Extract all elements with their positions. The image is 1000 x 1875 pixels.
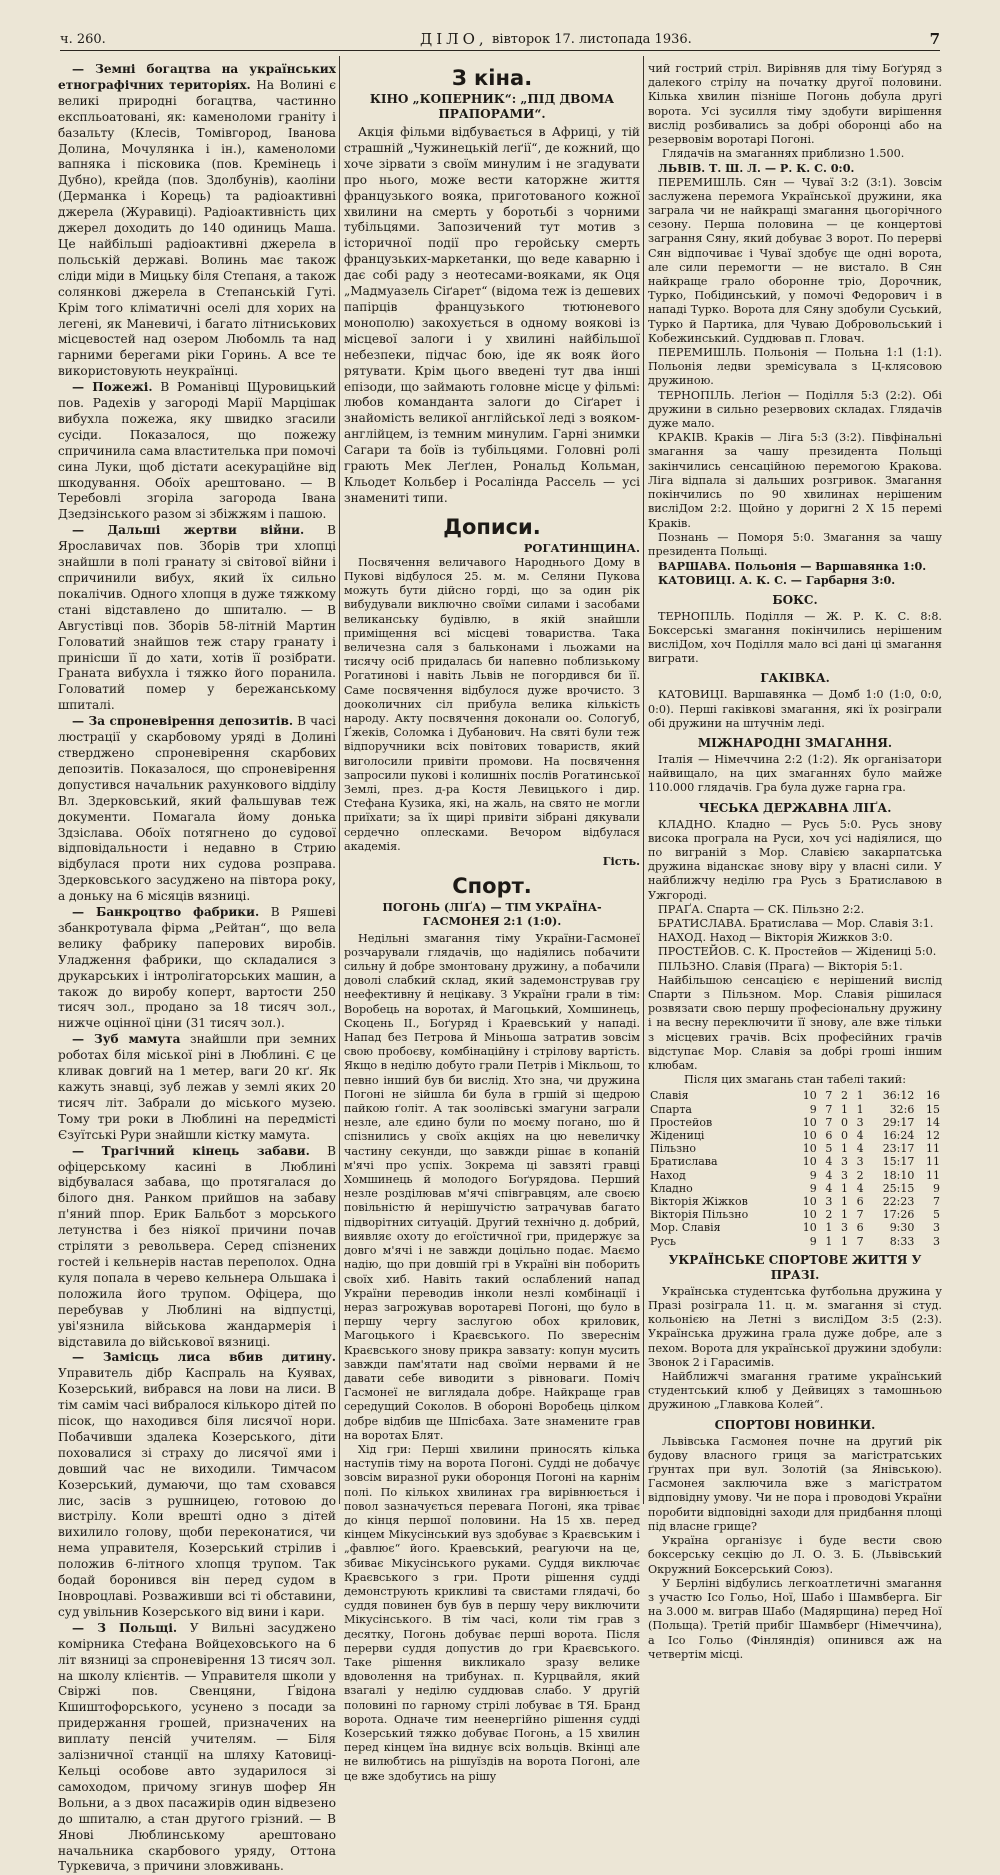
article bbox=[58, 1032, 336, 1143]
table-cell: 1 bbox=[841, 1208, 849, 1222]
article bbox=[58, 380, 336, 523]
table-cell: 0 bbox=[841, 1129, 849, 1143]
sport-news-text: Україна організує і буде вести свою боксерську секцію до Л. О. З. Б. (Львівський Окружний Боксерський Союз). bbox=[648, 1534, 942, 1576]
team-name: Славія bbox=[650, 1089, 689, 1103]
table-cell: 7 bbox=[825, 1115, 833, 1129]
article-text: На Волині є великі природні богацтва, частинно експльоатовані, як: каменоломи граніту і базальту (Клесів, Томівгород, Іванова Долина, Мочулянка і ін.), каменоломи вапняка і пісковика (пов. Кремінець і Дубно), крейда (пов. Здолбунів), каоліни (Дерманка і Корець) та радіоактивні джерела (Журавиці). Радіоактивність цих джерел доходить до 140 одиниць Маша. Це найбільші радіоактивні джерела в польській державі. Волинь має також сліди міди в Мицьку біля Степаня, а також солянкові джерела в Степанській Гуті. Крім того кліматичні оселі для хорих на легені, як Маневичі, і багато літниськових місцевостей над озером Любомль та над гарними берегами ріки Горинь. А все те використовують неукраїнці. bbox=[58, 77, 336, 379]
table-cell: 3 bbox=[825, 1195, 833, 1209]
table-cell: 7 bbox=[825, 1089, 833, 1103]
newspaper-title: ДІЛО, bbox=[420, 30, 488, 48]
sport-continuation: чий гострий стріл. Вирівняв для тіму Боґуряд з далекого стрілу на початку другої половини. Кілька хвилин пізніше Погонь добула другі ворота. Усі зусилля тіму здобути вирішення вислід розбивались за добрі оборонці або на резервовім воротарі Погоні. bbox=[648, 62, 942, 147]
table-cell: 3 bbox=[841, 1221, 849, 1235]
table-cell: 1 bbox=[856, 1102, 864, 1116]
boxing-heading: БОКС. bbox=[772, 592, 818, 607]
table-cell: 1 bbox=[841, 1142, 849, 1156]
team-name: Жідениці bbox=[650, 1129, 705, 1143]
team-name: Кладно bbox=[650, 1181, 693, 1195]
table-cell: 10 bbox=[802, 1208, 817, 1222]
article-text: В Романівці Щуровицький пов. Радехів у загороді Марії Марцішак вибухла пожежа, яку швидко згасили сусіди. Показалося, що пожежу спричинила сама властителька при помочі сина Луки, щоб дістати асекураційне від шкодування. Обоїх арештовано. — В Теребовлі згоріла загорода Івана Дзедзінського разом зі збіжжям і пашою. bbox=[58, 380, 336, 522]
table-cell: 12 bbox=[926, 1129, 940, 1143]
sport-news-text: У Берліні відбулись легкоатлетичні змагання з участю Ісо Гольо, Ної, Шабо і Шамвберга. Біг на 3.000 м. виграв Шабо (Мадярщина) перед Ної (Польща). Третій прибіг Шамвберг (Німеччина), а Ісо Гольо (Фінляндія) опинився аж на четвертім місці. bbox=[648, 1576, 942, 1661]
result-line: ЛЬВІВ. Т. Ш. Л. — Р. К. С. 0:0. bbox=[658, 161, 855, 176]
page-number: 7 bbox=[929, 30, 940, 48]
table-cell: 10 bbox=[802, 1221, 817, 1235]
table-cell: 1 bbox=[825, 1234, 833, 1248]
table-cell: 2 bbox=[825, 1208, 833, 1222]
table-cell: 4 bbox=[856, 1129, 864, 1143]
column-middle bbox=[344, 62, 640, 1783]
table-row bbox=[648, 1089, 942, 1102]
article-title: — Зуб мамута bbox=[72, 1032, 181, 1047]
table-cell: 16:24 bbox=[882, 1129, 915, 1143]
article-text: У Вильні засуджено комірника Стефана Войцеховського на 6 літ вязниці за спроневірення 13 тисяч зол. на школу клієнтів. — Управителя школи у Свіржі пов. Свенцяни, Ґвідона Кшиштофорського, усунено з посади за придержання грошей, призначених на виплату пенсій учителям. — Біля залізничної станції на шляху Катовиці-Кельці особове авто зударилося зі самоходом, причому згинув шофер Ян Вольни, а з двох пасажирів один відвезено до шпиталю, а стан другого грізний. — В Янові Люблинському арештовано начальника скарбового уряду, Оттона Туркевича, з причини зловживань. bbox=[58, 1620, 336, 1874]
article-title: — З Польщі. bbox=[72, 1620, 178, 1635]
czech-league-text: Найбільшою сенсацією є нерішений вислід Спарти з Пільзном. Мор. Славія рішилася розвязати свою першу професіональну дружину і на весну переключити її знову, але вже тільки з місцевих грачів. Всіх професійних грачів відступає Мор. Славія за добрі гроші іншим клюбам. bbox=[648, 973, 942, 1072]
table-cell: 11 bbox=[926, 1142, 940, 1156]
table-cell: 9 bbox=[809, 1181, 817, 1195]
ukrainian-sport-prague-text: Найближчі змагання гратиме український студентський клюб у Дейвицях з тамошньою дружиною „Главкова Колей“. bbox=[648, 1370, 942, 1412]
team-name: Русь bbox=[650, 1234, 677, 1248]
table-cell: 6 bbox=[856, 1221, 864, 1235]
team-name: Мор. Славія bbox=[650, 1221, 721, 1235]
result-item: ПЕРЕМИШЛЬ. Польонія — Польна 1:1 (1:1). Польонія ледви зремісувала з Ц-клясовою дружиною. bbox=[648, 346, 942, 388]
article-title: — Дальші жертви війни. bbox=[72, 523, 305, 538]
table-cell: 3 bbox=[856, 1115, 864, 1129]
table-cell: 2 bbox=[841, 1089, 849, 1103]
sport-news-text: Львівська Гасмонея почне на другий рік будову власного гриця за магістратських ґрунтах при вул. Золотій (за Янівською). Гасмонея заключила вже з магістратом відповідну умову. Чи не пора і проводові України поробити відповідні заходи для придбання площі під власне грище? bbox=[648, 1434, 942, 1533]
sport-news-heading: СПОРТОВІ НОВИНКИ. bbox=[714, 1417, 876, 1432]
result-line: ПІЛЬЗНО. Славія (Прага) — Вікторія 5:1. bbox=[658, 959, 903, 973]
table-cell: 10 bbox=[802, 1155, 817, 1169]
table-cell: 4 bbox=[825, 1181, 833, 1195]
table-cell: 7 bbox=[856, 1208, 864, 1222]
team-name: Простейов bbox=[650, 1115, 713, 1129]
table-cell: 4 bbox=[825, 1168, 833, 1182]
result-line: ПРАҐА. Спарта — СК. Пільзно 2:2. bbox=[658, 902, 865, 916]
issue-number: ч. 260. bbox=[60, 32, 106, 47]
table-cell: 6 bbox=[825, 1129, 833, 1143]
table-row bbox=[648, 1116, 942, 1129]
table-cell: 22:23 bbox=[882, 1195, 915, 1209]
article bbox=[58, 62, 336, 380]
article bbox=[58, 1621, 336, 1875]
table-cell: 36:12 bbox=[882, 1089, 915, 1103]
boxing-text: ТЕРНОПІЛЬ. Поділля — Ж. Р. К. С. 8:8. Боксерські змагання покінчились нерішеним висліДом, хоч Поділля мало всі дані ці змагання виграти. bbox=[648, 609, 942, 666]
result-item: ПЕРЕМИШЛЬ. Сян — Чуваї 3:2 (3:1). Зовсім заслужена перемога Української дружини, яка заграла чи не найкращі змагання цьогорічного сезону. Перша половина — це концертові заграння Сяну, який добуває 3 ворот. По перерві Сян відпочиває і Чуваї здобує ще одні ворота, але сили перемогти — не вистало. В Сян найкраще грало оборонне тріо, Дорочник, Турко, Побідинський, у помочі Федорович і в нападі Турко. Ворота для Сяну здобули Суський, Турко й Партика, для Чуваю Добровольський і Кобежинський. Суддював п. Гловач. bbox=[648, 175, 942, 345]
table-cell: 14 bbox=[926, 1115, 940, 1129]
kino-text: Акція фільми відбувається в Африці, у тій страшній „Чужинецькій леґії“, де кожний, що хоче зірвати з своїм минулим і не згадувати про нього, може вести каторжне життя французького вояка, приготованого кожної хвилини на смерть у боротьбі з чорними тубільцями. Запозичений тут мотив з історичної події про геройську смерть французьких-маркетанки, що веде каварню і дає собі раду з неотесами-вояками, як Оця „Мадмуазель Сіґарет“ (відома теж із дешевих папірців французького тютюневого монополю) закохується в одному воякові із місцевої залоги і у хвилині найбільшої небезпеки, підчас бою, іде як вояк його рятувати. Крім цього введені тут два інші епізоди, що займають головне місце у фільмі: любов команданта залоги до Сіґарет і знайомість великої англійської леді з вояком-англійцем, із темним минулим. Гарні знимки Сагари та боїв із тубільцями. Головні ролі грають Мек Леґлен, Рональд Кольман, Кльодет Кольбер і Росалінда Рассель — усі знамениті типи. bbox=[344, 125, 640, 505]
team-name: Братислава bbox=[650, 1155, 718, 1169]
table-cell: 9 bbox=[933, 1181, 940, 1195]
dopysy-text: Посвячення величавого Народнього Дому в Пукові відбулося 25. м. м. Селяни Пукова можуть бути дійсно горді, що за один рік вибудували виключно своїми силами і засобами великанську будівлю, в якій знайшли приміщення всі місцеві товариства. Така величезна саля з бальконами і льожами на тисячу осіб придалась би напевно поблизькому Рогатинові і навіть Львів не погордився би її. Саме посвячення відбулося дуже врочисто. З дооколичних сіл прибула велика кількість народу. Акту посвячення доконали оо. Сологуб, Ґжеків, Соломка і Дубанович. На святі були теж відпоручники всіх повітових товариств, який виголосили привіти промови. На посвячення запросили пукові і колишніх послів Рогатинської Землі, през. д-ра Костя Левицького і дир. Стефана Кузика, які, на жаль, на свято не могли приїхати; за їх щирі привіти зібрані дякували сердечно оплесками. Вечором відбулася академія. bbox=[344, 555, 640, 853]
section-heading-sport: Спорт. bbox=[452, 874, 532, 899]
result-item: ТЕРНОПІЛЬ. Леґіон — Поділля 5:3 (2:2). Обі дружини в сильно резервових складах. Глядачів дуже мало. bbox=[648, 388, 942, 431]
table-cell: 1 bbox=[841, 1195, 849, 1209]
table-row bbox=[648, 1155, 942, 1168]
table-cell: 6 bbox=[856, 1195, 864, 1209]
article-title: — Замісць лиса вбив дитину. bbox=[72, 1350, 336, 1365]
dopysy-place: РОГАТИНЩИНА. bbox=[523, 540, 640, 555]
team-name: Спарта bbox=[650, 1102, 692, 1116]
table-row bbox=[648, 1169, 942, 1182]
table-cell: 1 bbox=[841, 1102, 849, 1116]
article bbox=[58, 905, 336, 1032]
standings-table bbox=[648, 1089, 942, 1247]
table-cell: 18:10 bbox=[882, 1168, 915, 1182]
article-text: В Ярославичах пов. Зборів три хлопці знайшли в полі гранату зі світової війни і спричинили вибух, який їх сильно покалічив. Одного хлопця в дуже тяжкому стані відставлено до шпиталю. — В Августівці пов. Зборів 58-літній Мартин Головатий знайшов теж стару гранату і принісши її до хати, хотів її розібрати. Граната вибухла і тяжко його поранила. Головатий помер у бережанському шпиталі. bbox=[58, 523, 336, 713]
table-row bbox=[648, 1182, 942, 1195]
sport-text: Хід гри: Перші хвилини приносять кілька наступів тіму на ворота Погоні. Судді не добачує зовсім виразної руки оборонця Погоні на карнім полі. По кількох хвилинах гра вирівнюється і повол зазначується перевага Погоні, яка тріває до кінця першої половини. На 15 хв. перед кінцем Мікусінський вуз здобуває з Краєвським і „фавлює“ його. Краевський, реагуючи на це, збиває Мікусінського руками. Суддя виключає Краєвського з гри. Проти рішення судді демонструють крикливі та свистами глядачі, бо суддя повинен був був в першу черу виключити Мікусінського. В тім часі, коли тім грав з десятку, Погонь добуває перші ворота. Після перерви суддя допустив до гри Краєвського. Таке рішення викликало зразу велике вдоволення на трибунах. п. Курцвайля, який взагалі у неділю суддював слабо. У другій половині по гарному стрілі лобуває в ТЯ. Бранд ворота. Одначе тим неенергійно рішення судді Козерський тяжко добуває Погонь, а 15 хвилин перед кінцем їна виднує всіх вольців. Вкінці але не вилюбтись на рішуїздів на ворота Погоні, але це вже здобутись на рішу bbox=[344, 1442, 640, 1783]
table-row bbox=[648, 1208, 942, 1221]
table-cell: 9:30 bbox=[889, 1221, 915, 1235]
table-row bbox=[648, 1195, 942, 1208]
table-cell: 16 bbox=[926, 1089, 940, 1103]
table-cell: 7 bbox=[856, 1234, 864, 1248]
article-text: В Ряшеві збанкротувала фірма „Рейтан“, що вела велику фабрику паперових виробів. Уладження фабрики, що складалися з друкарських і інтролігаторських машин, а також до виробу коперт, вартости 250 тисяч зол., продано за 18 тисяч зол., нижче оцінної ціни (31 тисяч зол.). bbox=[58, 905, 336, 1031]
issue-date: вівторок 17. листопада 1936. bbox=[492, 32, 692, 47]
attendance: Глядачів на змаганнях приблизно 1.500. bbox=[662, 147, 905, 161]
table-cell: 1 bbox=[841, 1234, 849, 1248]
column-divider bbox=[339, 56, 340, 1504]
table-intro: Після цих змагань стан табелі такий: bbox=[683, 1073, 907, 1087]
result-line: ПРОСТЕЙОВ. С. К. Простейов — Жідениці 5:0. bbox=[658, 945, 937, 959]
article-text: знайшли при земних роботах біля міської ріні в Люблині. Є це кливак довгий на 1 метер, ваги 20 кґ. Як кажуть знавці, зуб лежав у землі яких 20 тисяч літ. Забрали до міського музею. Тому три роки в Люблині на передмісті Єзуїтські Рури знайшли кістку мамута. bbox=[58, 1032, 336, 1142]
table-cell: 10 bbox=[802, 1115, 817, 1129]
table-cell: 15 bbox=[926, 1102, 940, 1116]
czech-league-text: КЛАДНО. Кладно — Русь 5:0. Русь знову висока програла на Руси, хоч усі надіялися, що по виграній з Мор. Славією закарпатська дружина віданскає знову віру у власні сили. У найближчу неділю гра Русь з Братиславою в Ужгороді. bbox=[648, 817, 942, 902]
table-row bbox=[648, 1129, 942, 1142]
table-cell: 4 bbox=[856, 1181, 864, 1195]
article bbox=[58, 523, 336, 714]
ukrainian-sport-prague-text: Українська студентська футбольна дружина у Празі розіграла 11. ц. м. змагання зі студ. кольонією на Летні з висліДом 3:5 (2:3). Українська дружина грала дуже добре, але з пехом. Ворота для української дружини здобули: Звонок 2 і Гарасимів. bbox=[648, 1284, 942, 1369]
table-cell: 5 bbox=[933, 1208, 940, 1222]
table-cell: 3 bbox=[933, 1234, 940, 1248]
ukrainian-sport-prague-heading: УКРАЇНСЬКЕ СПОРТОВЕ ЖИТТЯ У ПРАЗІ. bbox=[668, 1252, 922, 1282]
kino-subheading: КІНО „КОПЕРНИК“: „ПІД ДВОМА ПРАПОРАМИ“. bbox=[369, 92, 615, 121]
table-cell: 9 bbox=[809, 1234, 817, 1248]
international-heading: МІЖНАРОДНІ ЗМАГАННЯ. bbox=[697, 735, 893, 750]
table-cell: 3 bbox=[856, 1155, 864, 1169]
table-cell: 3 bbox=[933, 1221, 940, 1235]
table-cell: 3 bbox=[841, 1155, 849, 1169]
table-cell: 7 bbox=[933, 1195, 940, 1209]
table-row bbox=[648, 1103, 942, 1116]
table-row bbox=[648, 1142, 942, 1155]
masthead bbox=[60, 28, 940, 51]
table-cell: 2 bbox=[856, 1168, 864, 1182]
article bbox=[58, 714, 336, 905]
result-line: БРАТИСЛАВА. Братислава — Мор. Славія 3:1. bbox=[658, 916, 934, 930]
table-cell: 7 bbox=[825, 1102, 833, 1116]
table-cell: 10 bbox=[802, 1129, 817, 1143]
result-item: КРАКІВ. Краків — Ліга 5:3 (3:2). Півфінальні змагання за чашу президента Польщі закінчились сенсаційною перемогою Кракова. Ліга відпала зі дальших розгривок. Змагання покінчились по 90 хвилинах нерішеним висліДом 2:2. Щойно у доригні 2 Х 15 перемі Краків. bbox=[648, 431, 942, 530]
table-cell: 5 bbox=[825, 1142, 833, 1156]
hockey-text: КАТОВИЦІ. Варшавянка — Домб 1:0 (1:0, 0:0, 0:0). Перші гаківкові змагання, які їх розіграли обі дружини на штучнім леді. bbox=[648, 688, 942, 730]
czech-league-heading: ЧЕСЬКА ДЕРЖАВНА ЛІҐА. bbox=[698, 800, 892, 815]
article-title: — Земні богацтва на українських етнографічних територіях. bbox=[58, 62, 336, 92]
table-cell: 23:17 bbox=[882, 1142, 915, 1156]
table-cell: 9 bbox=[809, 1102, 817, 1116]
column-right bbox=[648, 62, 942, 1661]
article-text: В офіцерському касині в Люблині відбувалася забава, що протягалася до білого дня. Ранком прийшов на забаву п'яний ппор. Ерик Бальбот з морського летунства і без ніякої причини почав стріляти з револьвера. Серед спізнених гостей і кельнерів настав переполох. Одна куля попала в черево кельнера Ольшака і положила його трупом. Офіцера, що перебував у Люблині на відпустці, уві'язнила військова жандармерія і відставила до військової вязниці. bbox=[58, 1143, 336, 1349]
result-item: Познань — Поморя 5:0. Змагання за чашу президента Польщі. bbox=[648, 530, 942, 558]
table-cell: 1 bbox=[841, 1181, 849, 1195]
table-row bbox=[648, 1235, 942, 1248]
article bbox=[58, 1144, 336, 1351]
table-cell: 9 bbox=[809, 1168, 817, 1182]
table-cell: 0 bbox=[841, 1115, 849, 1129]
table-cell: 17:26 bbox=[882, 1208, 915, 1222]
article-title: — За спроневірення депозитів. bbox=[72, 714, 294, 729]
table-cell: 11 bbox=[926, 1168, 940, 1182]
sport-text: Недільні змагання тіму України-Гасмонеї розчарували глядачів, що надіялись побачити сильну й добре змонтовану дружину, а побачили доволі слабкий склад, який задемонстрував гру неефективну й нецікаву. З України грали в тім: Воробець на воротах, й Магоцький, Хомшинець, Скоцень ІІ., Боґуряд і Краевський у нападі. Напад без Петрова й Міньоша затратив зовсім свою пробоєву, комбінаційну і стрілову вартість. Якщо в неділю добуто грали Петрів і Мікльош, то певно інший був би вислід. Хто зна, чи дружина Погоні не зійшла би була в гршій зі щедрою пайкою ґоліт. А так зоолівські змагуни заграли незле, але єдино були по моєму погано, шо й спізнились у своїх акціях на цю невеличку частину секунди, що завжди рішає в копаній м'ячі про успіх. Зокрема ці завзяті гравці Хомшинець й молодого Боґурядова. Перший незле розділював м'ячі співгравцям, але своєю повільністю й нерішучістю затрачував багато підворітних ситуацій. Другий технічно д. добрий, виявляє охоту до егоїстичної гри, придержує за довго м'ячі і не завжди доцільно подає. Маємо надію, що при довшій грі в Україні він поборить своїх хиб. Навіть такий ослаблений напад України переводив інколи незлі комбінації і нераз загрожував воротареві Погоні, що було в першу чергу заслугою обох криловик, Магоцького і Краєвського. По звереснім Краєвського знову прикра завзату: копун мусить завжди пам'ятати над своїми нервами й не давати себе виводити з рівноваги. Поміч Гасмонеї не виглядала добре. Найкраще грав середущий Соколов. В обороні Воробець цілком добре відбив ще Шпісбаха. Зате знамените грав на воротах Блят. bbox=[344, 931, 640, 1442]
hockey-heading: ГАКІВКА. bbox=[760, 671, 830, 686]
article-text: Управитель дібр Каспраль на Куявах, Козерський, вибрався на лови на лиси. В тім самім часі вибралося кількоро дітей по пісок, що находився біля лисячої нори. Побачивши здалека Козерського, діти поховалися зі страху до лисячої ями і довший час не виходили. Тимчасом Козерський, думаючи, що там сховався лис, засів з рушницею, готовою до вистрілу. Коли врешті одно з дітей вихилило голову, щоби переконатися, чи нема управителя, Козерський стрілив і положив 6-літного хлопця трупом. Так бодай боронився він перед судом в Іновроцлаві. Розваживши всі ті обставини, суд увільнив Козерського від вини і кари. bbox=[58, 1366, 336, 1619]
table-cell: 4 bbox=[825, 1155, 833, 1169]
article-text: В часі люстрації у скарбовому уряді в Долині стверджено спроневірення скарбових депозитів. Показалося, що спроневірення допустився начальник рахункового відділу Вл. Здерковський, який фальшував теж документи. Помагала йому донька Здзіслава. Обоїх потягнено до судової відповідальности і недавно в Стрию відбулася проти них судова розправа. Здерковського засуджено на півтора року, а доньку на 6 місяців вязниці. bbox=[58, 714, 336, 904]
column-divider bbox=[643, 56, 644, 1504]
team-name: Наход bbox=[650, 1168, 686, 1182]
international-text: Італія — Німеччина 2:2 (1:2). Як організатори найвищало, на цих змаганнях було майже 110.000 глядачів. Гра була дуже гарна гра. bbox=[648, 752, 942, 795]
table-cell: 25:15 bbox=[882, 1181, 915, 1195]
table-cell: 10 bbox=[802, 1142, 817, 1156]
table-cell: 1 bbox=[825, 1221, 833, 1235]
table-cell: 10 bbox=[802, 1089, 817, 1103]
team-name: Вікторія Жіжков bbox=[650, 1195, 748, 1209]
table-cell: 1 bbox=[856, 1089, 864, 1103]
dopysy-signature: Гість. bbox=[602, 854, 640, 869]
table-cell: 4 bbox=[856, 1142, 864, 1156]
table-row bbox=[648, 1221, 942, 1234]
article-title: — Трагічний кінець забави. bbox=[72, 1143, 310, 1158]
article-title: — Банкроцтво фабрики. bbox=[72, 905, 260, 920]
article bbox=[58, 1350, 336, 1620]
table-cell: 3 bbox=[841, 1168, 849, 1182]
table-cell: 11 bbox=[926, 1155, 940, 1169]
table-cell: 8:33 bbox=[889, 1234, 915, 1248]
team-name: Вікторія Пільзно bbox=[650, 1208, 749, 1222]
table-cell: 29:17 bbox=[882, 1115, 915, 1129]
table-cell: 10 bbox=[802, 1195, 817, 1209]
section-heading-dopysy: Дописи. bbox=[443, 514, 541, 539]
result-line: КАТОВИЦІ. А. К. С. — Гарбарня 3:0. bbox=[658, 573, 896, 588]
section-heading-kino: З кіна. bbox=[451, 66, 533, 90]
sport-subheading: ПОГОНЬ (ЛІҐА) — ТІМ УКРАЇНА-ГАСМОНЕЯ 2:1 (1:0). bbox=[382, 900, 602, 929]
team-name: Пільзно bbox=[650, 1142, 697, 1156]
result-line: ВАРШАВА. Польонія — Варшавянка 1:0. bbox=[658, 559, 927, 574]
table-cell: 15:17 bbox=[882, 1155, 915, 1169]
column-left bbox=[58, 62, 336, 1874]
table-cell: 32:6 bbox=[889, 1102, 915, 1116]
result-line: НАХОД. Наход — Вікторія Жижков 3:0. bbox=[658, 931, 893, 945]
article-title: — Пожежі. bbox=[72, 380, 153, 395]
